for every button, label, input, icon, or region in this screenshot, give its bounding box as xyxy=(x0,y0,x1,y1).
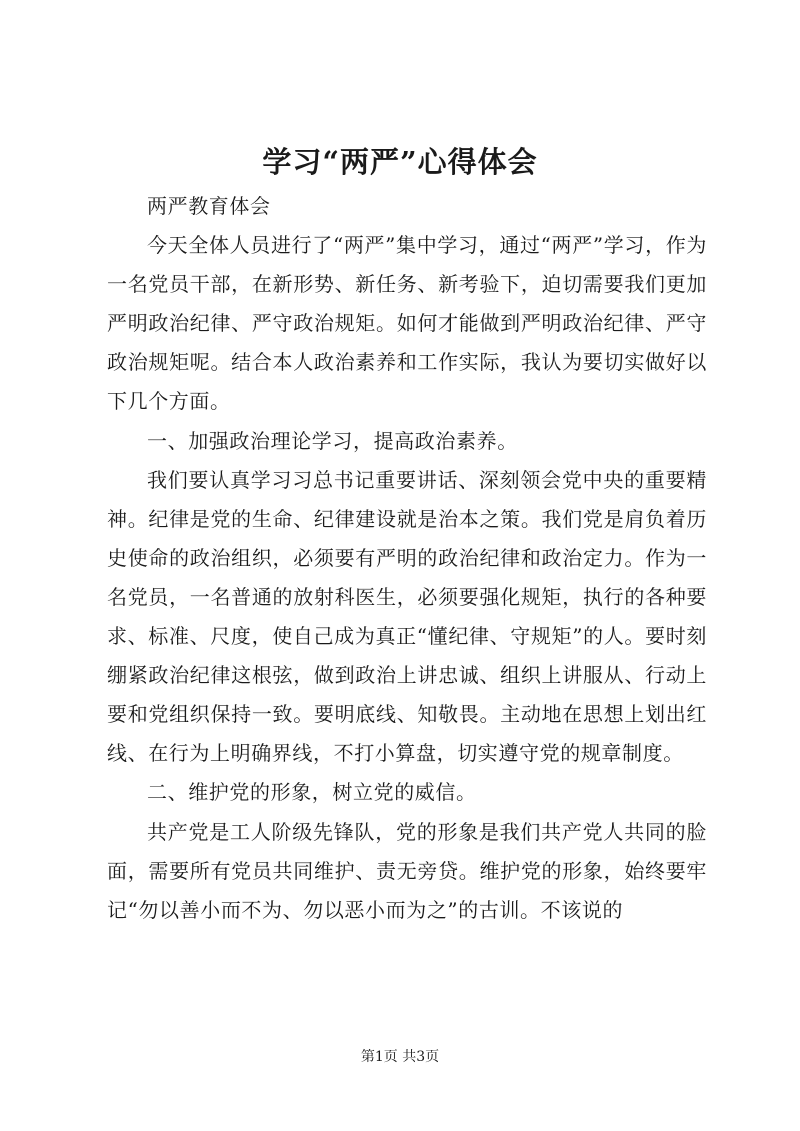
section-heading-2: 二、维护党的形象，树立党的威信。 xyxy=(147,780,477,805)
page-footer: 第1页 共3页 xyxy=(360,1049,440,1065)
section-heading-1: 一、加强政治理论学习，提高政治素养。 xyxy=(147,428,518,453)
paragraph-section-2: 共产党是工人阶级先锋队，党的形象是我们共产党人共同的脸面，需要所有党员共同维护、责无旁贷。维护党的形象，始终要牢记“勿以善小而不为、勿以恶小而为之”的古训。不该说的 xyxy=(107,819,707,922)
document-body xyxy=(107,187,707,930)
paragraph-subtitle: 两严教育体会 xyxy=(147,194,271,218)
paragraph-intro: 今天全体人员进行了“两严”集中学习，通过“两严”学习，作为一名党员干部，在新形势、新任务、新考验下，迫切需要我们更加严明政治纪律、严守政治规矩。如何才能做到严明政治纪律、严守政治规矩呢。结合本人政治素养和工作实际，我认为要切实做好以下几个方面。 xyxy=(107,233,707,414)
document-title: 学习“两严”心得体会 xyxy=(262,145,538,179)
paragraph-section-1: 我们要认真学习习总书记重要讲话、深刻领会党中央的重要精神。纪律是党的生命、纪律建设就是治本之策。我们党是肩负着历史使命的政治组织，必须要有严明的政治纪律和政治定力。作为一名党员，一名普通的放射科医生，必须要强化规矩，执行的各种要求、标准、尺度，使自己成为真正“懂纪律、守规矩”的人。要时刻绷紧政治纪律这根弦，做到政治上讲忠诚、组织上讲服从、行动上要和党组织保持一致。要明底线、知敬畏。主动地在思想上划出红线、在行为上明确界线，不打小算盘，切实遵守党的规章制度。 xyxy=(107,467,707,766)
